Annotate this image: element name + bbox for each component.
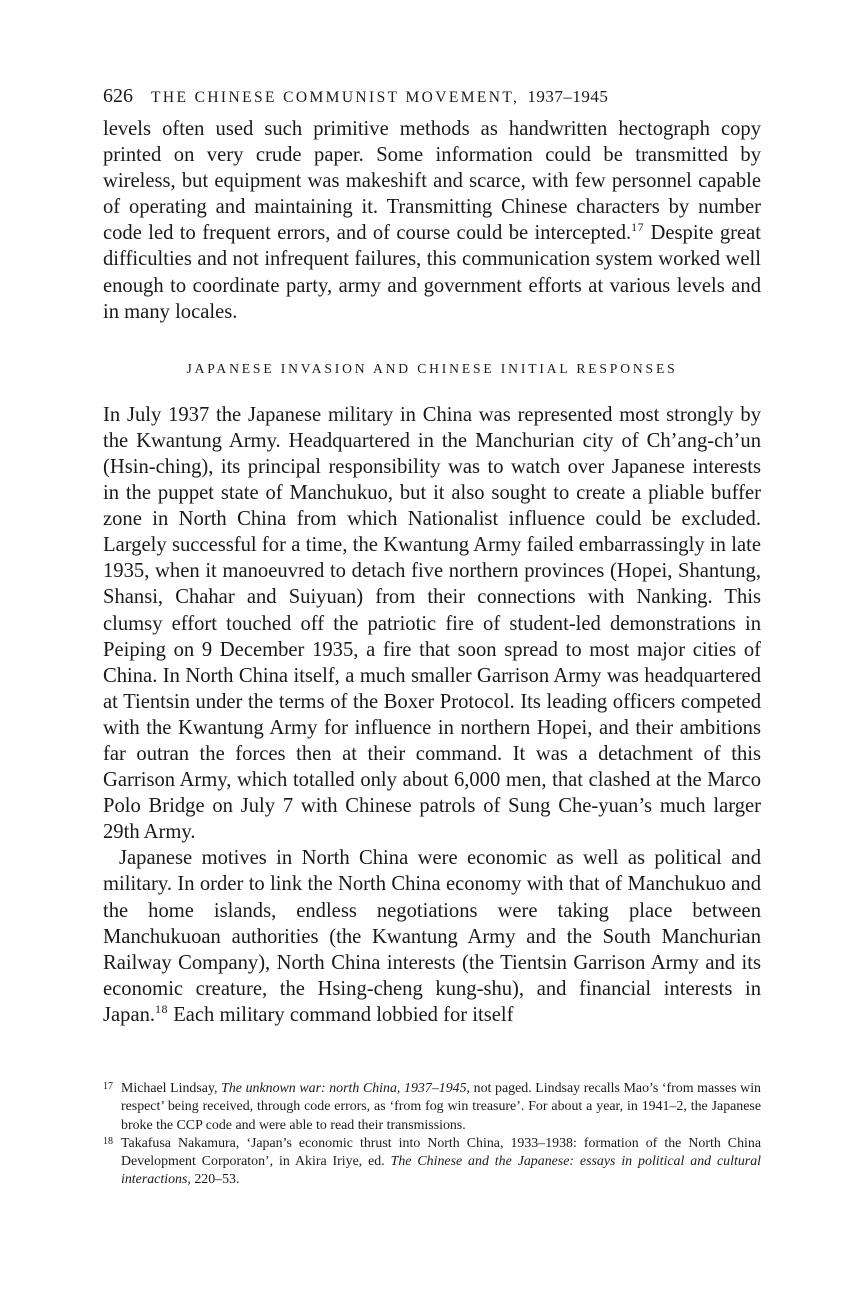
body-paragraph-2-text-continued: Each military command lobbied for itself — [168, 1003, 514, 1026]
footnote-work-title: The Chinese and the Japanese: essays in political and cultural interactions — [121, 1154, 761, 1188]
footnote-text — [121, 1135, 761, 1190]
footnote-number: 17 — [103, 1081, 113, 1092]
footnote-ref-18[interactable]: 18 — [155, 1001, 169, 1016]
footnote-author: Takafusa Nakamura, ‘Japan’s economic thrust into North China, 1933–1938: formation of the North China Development Corporaton’, in Akira Iriye, ed. — [121, 1135, 761, 1170]
footnote-text — [121, 1080, 761, 1135]
footnote-rest: , not paged. Lindsay recalls Mao’s ‘from masses win respect’ being received, through code errors, as ‘from fog win treasure’. For about a year, in 1941–2, the Japanese broke the CCP code and were able to read their transmissions. — [121, 1081, 762, 1133]
intro-paragraph-text-continued: Despite great difficulties and not infrequent failures, this communication system worked well enough to coordinate party, army and government efforts at various levels and in many locales. — [103, 222, 761, 323]
footnote-18 — [103, 1135, 761, 1190]
footnote-number: 18 — [103, 1135, 113, 1147]
body-paragraph-2 — [103, 845, 761, 1028]
page-number: 626 — [103, 85, 133, 107]
intro-paragraph — [103, 116, 761, 325]
body-paragraph-1: In July 1937 the Japanese military in China was represented most strongly by the Kwantung Army. Headquartered in the Manchurian city of Ch’ang-ch’un (Hsin-ching), its principal responsibility was to watch over Japanese interests in the puppet state of Manchukuo, but it also sought to create a pliable buffer zone in North China from which Nationalist influence could be excluded. Largely successful for a time, the Kwantung Army failed embarrassingly in late 1935, when it manoeuvred to detach five northern provinces (Hopei, Shantung, Shansi, Chahar and Suiyuan) from their connections with Nanking. This clumsy effort touched off the patriotic fire of student-led demonstrations in Peiping on 9 December 1935, a fire that soon spread to most major cities of China. In North China itself, a much smaller Garrison Army was headquartered at Tientsin under the terms of the Boxer Protocol. Its leading officers competed with the Kwantung Army for influence in northern Hopei, and their ambitions far outran the forces then at their command. It was a detachment of this Garrison Army, which totalled only about 6,000 men, that clashed at the Marco Polo Bridge on July 7 with Chinese patrols of Sung Che-yuan’s much larger 29th Army. — [103, 403, 761, 844]
body-paragraph-2-text: Japanese motives in North China were economic as well as political and military. In order to link the North China economy with that of Manchukuo and the home islands, endless negotiations were taking place between Manchukuoan authorities (the Kwantung Army and the South Manchurian Railway Company), North China interests (the Tientsin Garrison Army and its economic creature, the Hsing-cheng kung-shu), and financial interests in Japan. — [103, 847, 761, 1026]
footnote-ref-17[interactable]: 17 — [631, 220, 645, 235]
section-heading: JAPANESE INVASION AND CHINESE INITIAL RESPONSES — [186, 360, 678, 376]
footnotes — [103, 1080, 761, 1190]
footnote-work-title: The unknown war: north China, 1937–1945 — [221, 1081, 467, 1096]
footnote-rest: , 220–53. — [187, 1172, 240, 1188]
page-body — [103, 84, 761, 1028]
running-title: THE CHINESE COMMUNIST MOVEMENT, — [151, 89, 520, 106]
running-dates: 1937–1945 — [527, 87, 609, 106]
footnote-author: Michael Lindsay, — [121, 1081, 222, 1096]
footnote-17 — [103, 1080, 761, 1135]
intro-paragraph-text: levels often used such primitive methods as handwritten hectograph copy printed on very crude paper. Some information could be transmitted by wireless, but equipment was makeshift and scarce, with few personnel capable of operating and maintaining it. Transmitting Chinese characters by number code led to frequent errors, and of course could be intercepted. — [103, 118, 761, 245]
running-head — [103, 84, 761, 110]
